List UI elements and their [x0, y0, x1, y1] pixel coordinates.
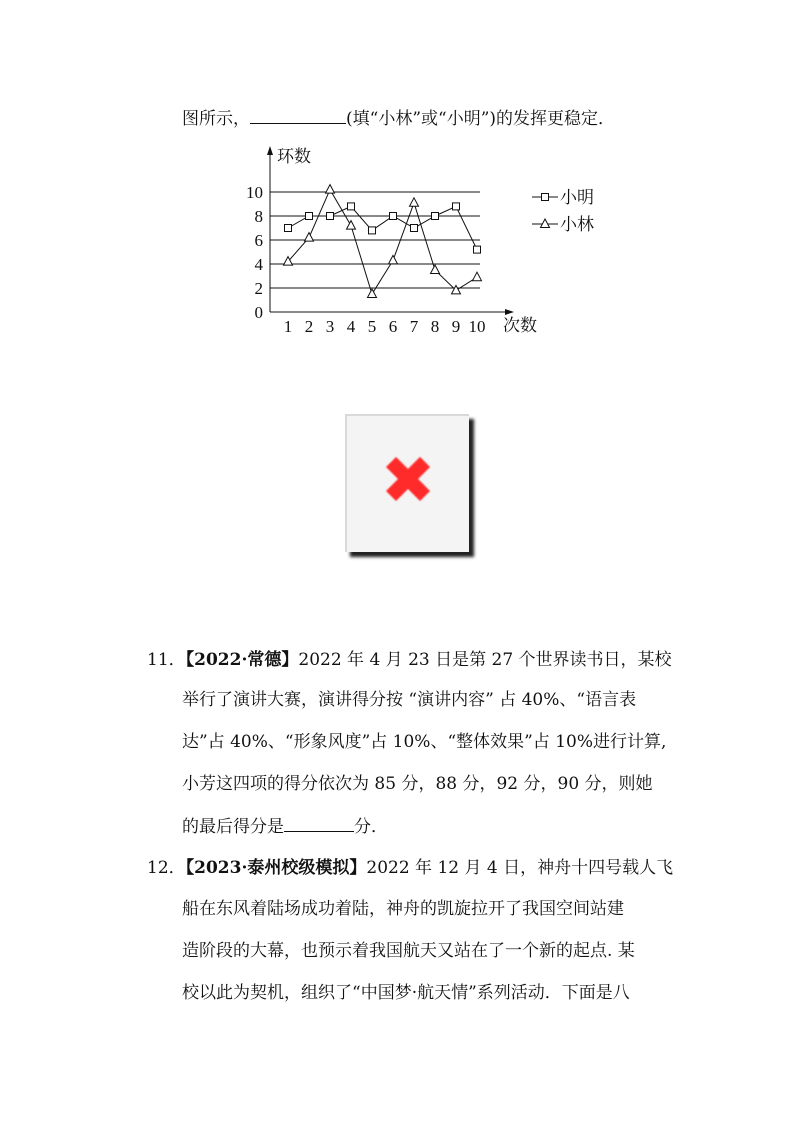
data-point [473, 272, 482, 281]
intro-suffix: (填“小林”或“小明”)的发挥更稳定． [346, 109, 616, 129]
question-11-line-4: 小芳这四项的得分依次为 85 分，88 分，92 分，90 分，则她 [182, 774, 653, 794]
data-point [285, 225, 292, 232]
question-11-unit: 分． [354, 817, 388, 837]
data-point [389, 255, 398, 264]
y-tick-label: 6 [254, 231, 263, 250]
data-point [432, 213, 439, 220]
y-axis-label: 环数 [277, 147, 311, 166]
question-12-text: 2022 年 12 月 4 日，神舟十四号载人飞 [366, 858, 674, 878]
question-11-line-3: 达”占 40%、“形象风度”占 10%、“整体效果”占 10%进行计算, [182, 732, 667, 752]
data-point [474, 246, 481, 253]
y-tick-label: 10 [246, 183, 263, 202]
question-11-source: 【2022·常德】 [185, 650, 299, 670]
x-tick-label: 2 [304, 317, 314, 336]
question-12-line-3: 造阶段的大幕，也预示着我国航天又站在了一个新的起点. 某 [182, 941, 635, 961]
x-tick-label: 4 [346, 317, 356, 336]
red-x-icon: ✖ [380, 442, 436, 519]
question-11-answer-blank[interactable] [284, 816, 354, 832]
question-11-line-5 [182, 816, 388, 837]
intro-line [182, 108, 615, 129]
chart-tick-labels [246, 183, 486, 336]
data-point [453, 203, 460, 210]
data-point [431, 265, 440, 274]
series-line-0 [288, 206, 477, 249]
question-12-number: 12． [147, 858, 186, 878]
legend-label-xiaolin: 小林 [560, 215, 594, 235]
data-point [410, 198, 419, 207]
data-point [327, 213, 334, 220]
question-12-source: 【2023·泰州校级模拟】 [185, 858, 367, 878]
broken-image-icon [345, 414, 469, 552]
question-12-line-1 [147, 858, 673, 878]
question-11-line-2: 举行了演讲大赛，演讲得分按 “演讲内容” 占 40%、“语言表 [182, 690, 637, 710]
y-tick-label: 0 [254, 303, 263, 322]
chart-axes [267, 146, 514, 315]
x-tick-label: 8 [430, 317, 440, 336]
data-point [390, 213, 397, 220]
x-tick-label: 1 [283, 317, 293, 336]
question-11-line-5-text: 的最后得分是 [182, 817, 284, 837]
data-point [411, 225, 418, 232]
x-tick-label: 10 [468, 317, 486, 336]
x-axis-label: 次数 [503, 316, 537, 335]
x-tick-label: 7 [409, 317, 419, 336]
question-12-line-4: 校以此为契机，组织了“中国梦·航天情”系列活动．下面是八 [182, 983, 630, 1003]
intro-prefix: 图所示， [182, 109, 250, 129]
y-tick-label: 8 [254, 207, 263, 226]
data-point [306, 213, 313, 220]
x-tick-label: 5 [367, 317, 377, 336]
chart-gridlines [270, 192, 480, 288]
question-11-line-1 [147, 650, 672, 670]
legend-triangle-icon [541, 219, 550, 228]
x-tick-label: 9 [451, 317, 461, 336]
question-12-line-2: 船在东风着陆场成功着陆，神舟的凯旋拉开了我国空间站建 [182, 899, 624, 919]
legend-square-icon [542, 194, 549, 201]
series-line-1 [288, 190, 477, 294]
data-point [347, 221, 356, 230]
y-tick-label: 4 [254, 255, 263, 274]
answer-blank[interactable] [250, 108, 346, 124]
question-11-number: 11． [147, 650, 186, 670]
data-point [368, 289, 377, 298]
question-11-text: 2022 年 4 月 23 日是第 27 个世界读书日，某校 [298, 650, 672, 670]
legend-label-xiaoming: 小明 [560, 188, 594, 208]
data-point [326, 185, 335, 194]
data-point [305, 233, 314, 242]
y-axis-arrow [267, 146, 273, 155]
chart-series [284, 185, 482, 298]
data-point [348, 203, 355, 210]
chart-legend [532, 194, 558, 228]
data-point [369, 227, 376, 234]
y-tick-label: 2 [254, 279, 263, 298]
line-chart [240, 140, 560, 340]
x-axis-arrow [505, 309, 514, 315]
x-tick-label: 3 [325, 317, 335, 336]
x-tick-label: 6 [388, 317, 398, 336]
